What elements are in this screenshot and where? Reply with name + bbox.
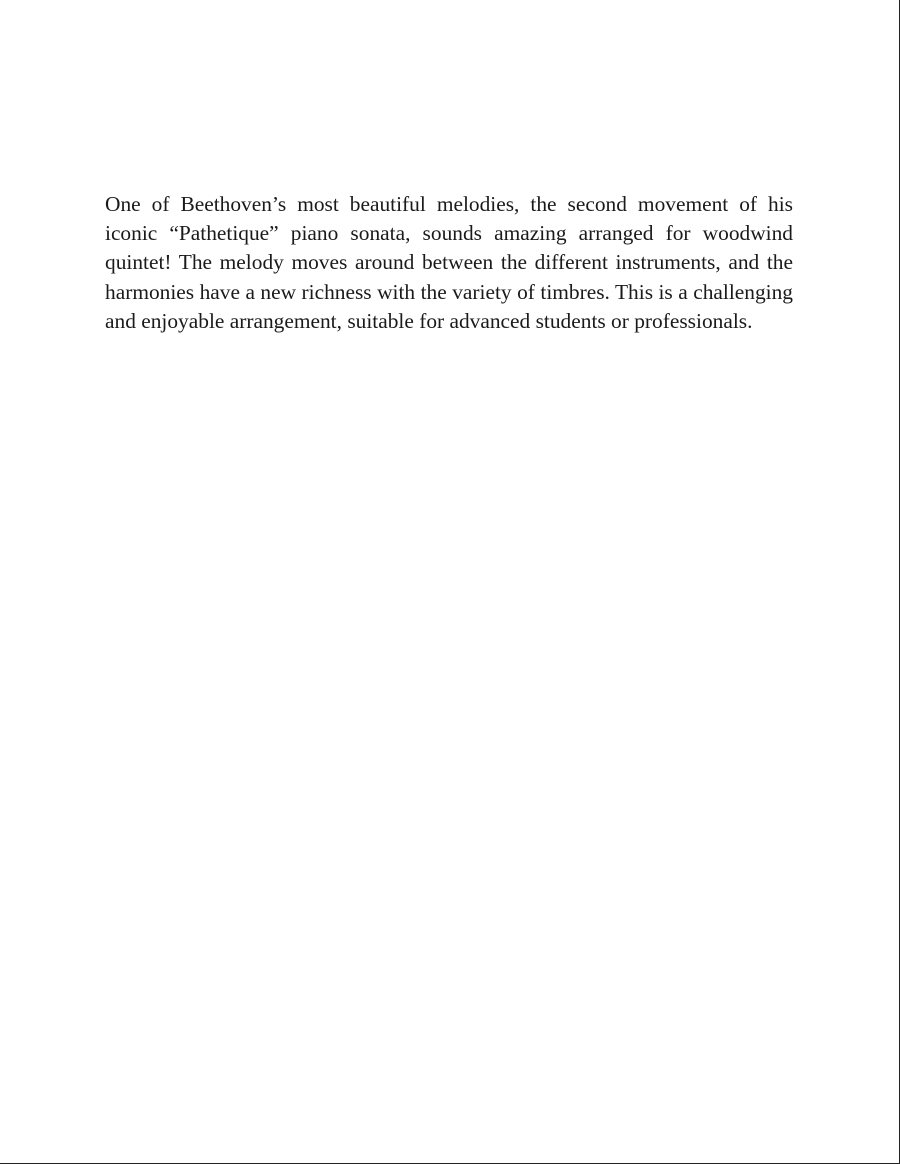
- description-paragraph: One of Beethoven’s most beautiful melodies, the second movement of his iconic “Pathetique” piano sonata, sounds amazing arranged for woodwind quintet! The melody moves around between the different instruments, and the harmonies have a new richness with the variety of timbres. This is a challenging and enjoyable arrangement, suitable for advanced students or professionals.: [105, 192, 793, 333]
